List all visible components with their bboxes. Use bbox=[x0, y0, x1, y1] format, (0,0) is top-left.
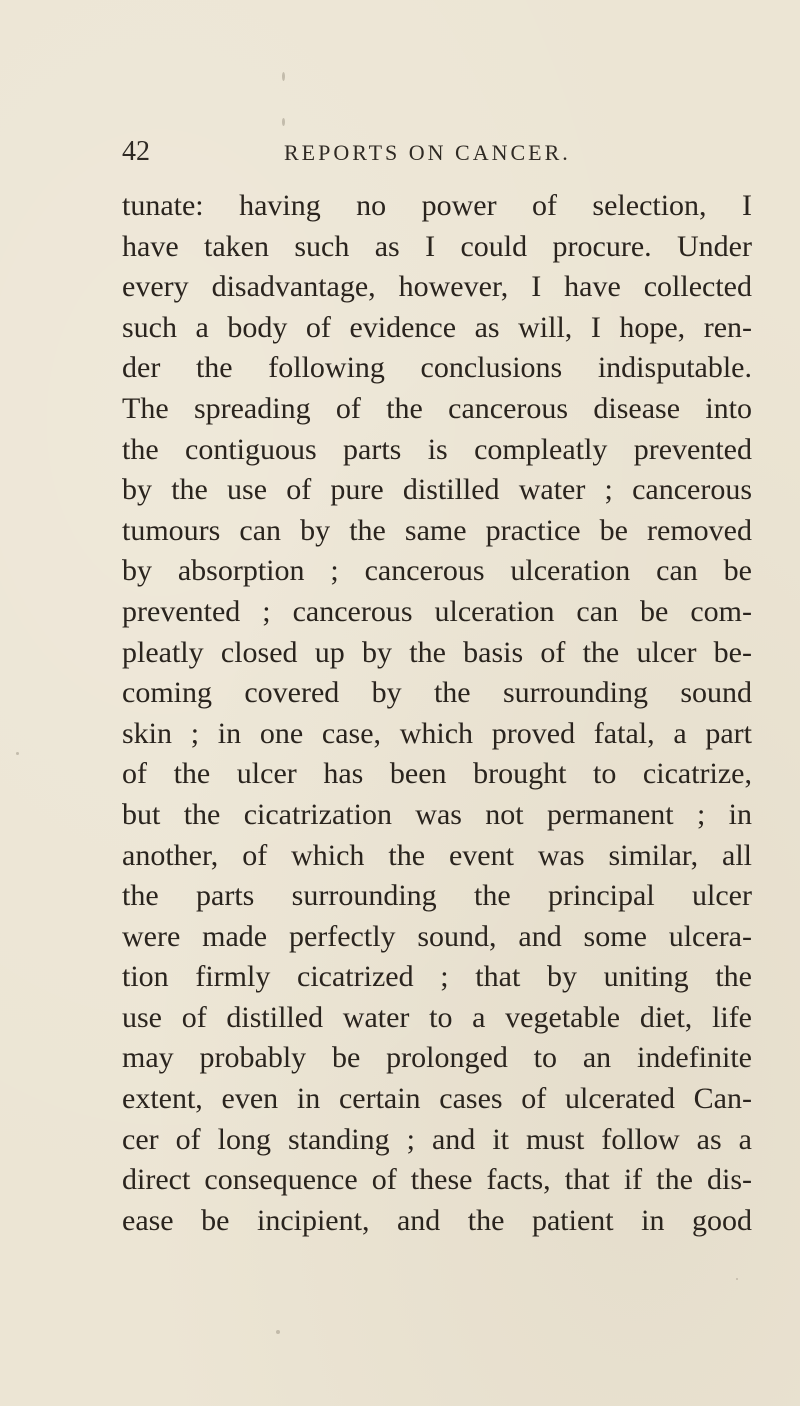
text-line: have taken such as I could procure. Under bbox=[122, 229, 752, 263]
text-line: of the ulcer has been brought to cicatrize, bbox=[122, 757, 752, 791]
text-line: The spreading of the cancerous disease into bbox=[122, 391, 752, 425]
text-line: such a body of evidence as will, I hope, ren- bbox=[122, 310, 752, 344]
text-line: by the use of pure distilled water ; cancerous bbox=[122, 473, 752, 507]
text-line: extent, even in certain cases of ulcerated Can- bbox=[122, 1082, 752, 1116]
paper-speck bbox=[276, 1330, 280, 1334]
text-line: use of distilled water to a vegetable diet, life bbox=[122, 1000, 752, 1034]
text-line: tunate: having no power of selection, I bbox=[122, 189, 752, 222]
paper-speck bbox=[736, 1278, 738, 1280]
page-number: 42 bbox=[122, 136, 150, 167]
text-line: direct consequence of these facts, that if the dis- bbox=[122, 1163, 752, 1197]
text-line: ease be incipient, and the patient in good bbox=[122, 1203, 752, 1237]
text-line: der the following conclusions indisputable. bbox=[122, 351, 752, 385]
text-line: were made perfectly sound, and some ulcera- bbox=[122, 919, 752, 953]
text-line: the contiguous parts is compleatly prevented bbox=[122, 432, 752, 466]
text-line: pleatly closed up by the basis of the ulcer be- bbox=[122, 635, 752, 669]
text-line: tion firmly cicatrized ; that by uniting the bbox=[122, 960, 752, 994]
text-line: the parts surrounding the principal ulcer bbox=[122, 879, 752, 913]
text-line: another, of which the event was similar, all bbox=[122, 838, 752, 872]
running-head bbox=[122, 136, 712, 176]
paper-speck bbox=[282, 118, 285, 126]
text-line: coming covered by the surrounding sound bbox=[122, 676, 752, 710]
text-line: skin ; in one case, which proved fatal, a part bbox=[122, 716, 752, 750]
text-line: but the cicatrization was not permanent ; in bbox=[122, 797, 752, 831]
text-line: cer of long standing ; and it must follow as a bbox=[122, 1122, 752, 1156]
text-line: may probably be prolonged to an indefinite bbox=[122, 1041, 752, 1075]
paper-speck bbox=[282, 72, 285, 81]
text-line: tumours can by the same practice be removed bbox=[122, 513, 752, 547]
running-title: REPORTS ON CANCER. bbox=[284, 140, 571, 165]
text-line: by absorption ; cancerous ulceration can be bbox=[122, 554, 752, 588]
text-line: every disadvantage, however, I have collected bbox=[122, 270, 752, 304]
body-text bbox=[122, 186, 752, 1241]
text-line: prevented ; cancerous ulceration can be com- bbox=[122, 594, 752, 628]
paper-speck bbox=[16, 752, 19, 755]
